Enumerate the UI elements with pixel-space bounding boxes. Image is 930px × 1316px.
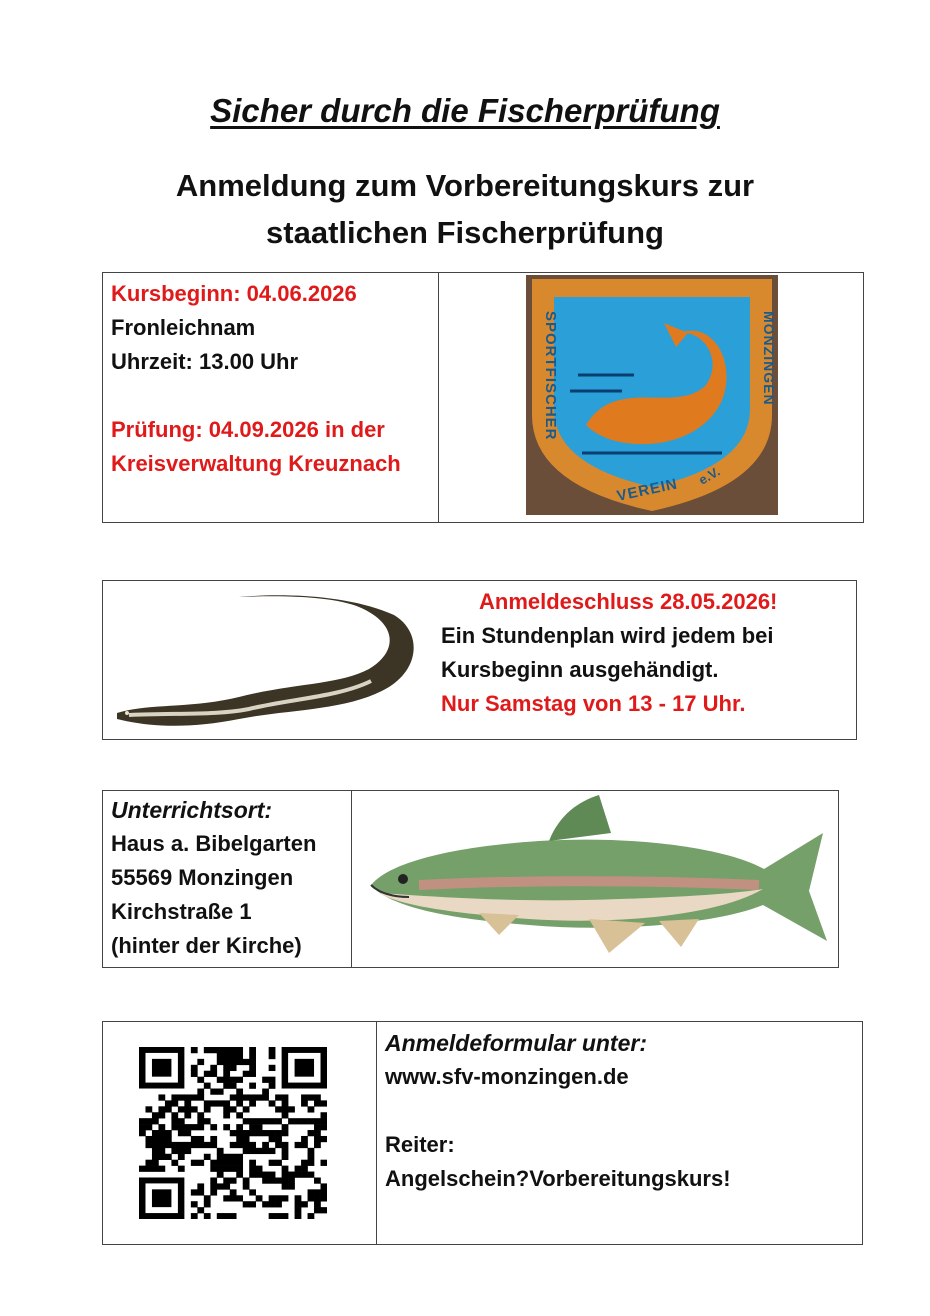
badge-text-left: SPORTFISCHER (542, 311, 559, 441)
location-heading: Unterrichtsort: (111, 797, 273, 823)
club-badge-image (526, 275, 778, 515)
form-heading: Anmeldeformular unter: (385, 1030, 647, 1056)
tab-path: Angelschein?Vorbereitungskurs! (385, 1166, 731, 1191)
badge-text-right: MONZINGEN (761, 311, 777, 406)
schedule-line-1: Ein Stundenplan wird jedem bei (441, 623, 774, 648)
qr-code (139, 1047, 327, 1219)
subtitle-line-2: staatlichen Fischerprüfung (266, 215, 664, 250)
course-dates-text (111, 277, 401, 481)
location-box (102, 790, 839, 968)
registration-deadline-box (102, 580, 857, 740)
address-line-2: 55569 Monzingen (111, 865, 294, 890)
page-title: Sicher durch die Fischerprüfung (210, 92, 720, 129)
badge-text-bottom: VEREIN (615, 475, 680, 505)
form-info-text (385, 1026, 731, 1196)
location-text (111, 793, 316, 963)
exam-date: Prüfung: 04.09.2026 in der (111, 417, 385, 442)
deadline: Anmeldeschluss 28.05.2026! (479, 589, 778, 614)
subtitle-line-1: Anmeldung zum Vorbereitungskurs zur (175, 168, 755, 203)
form-url[interactable]: www.sfv-monzingen.de (385, 1064, 629, 1089)
page-subtitle (0, 162, 930, 256)
tab-label: Reiter: (385, 1132, 455, 1157)
box-divider (376, 1022, 377, 1244)
address-line-3: Kirchstraße 1 (111, 899, 252, 924)
box-divider (438, 273, 439, 522)
trout-image (359, 793, 835, 965)
eel-image (109, 585, 431, 735)
course-time: Uhrzeit: 13.00 Uhr (111, 349, 299, 374)
exam-location: Kreisverwaltung Kreuznach (111, 451, 401, 476)
course-start: Kursbeginn: 04.06.2026 (111, 281, 357, 306)
course-holiday: Fronleichnam (111, 315, 256, 340)
box-divider (351, 791, 352, 967)
deadline-text (441, 585, 777, 721)
course-dates-box (102, 272, 864, 523)
schedule-line-2: Kursbeginn ausgehändigt. (441, 657, 719, 682)
registration-form-box (102, 1021, 863, 1245)
address-line-1: Haus a. Bibelgarten (111, 831, 317, 856)
address-line-4: (hinter der Kirche) (111, 933, 302, 958)
saturday-only: Nur Samstag von 13 - 17 Uhr. (441, 691, 746, 716)
badge-text-ev: e.V. (696, 463, 723, 488)
